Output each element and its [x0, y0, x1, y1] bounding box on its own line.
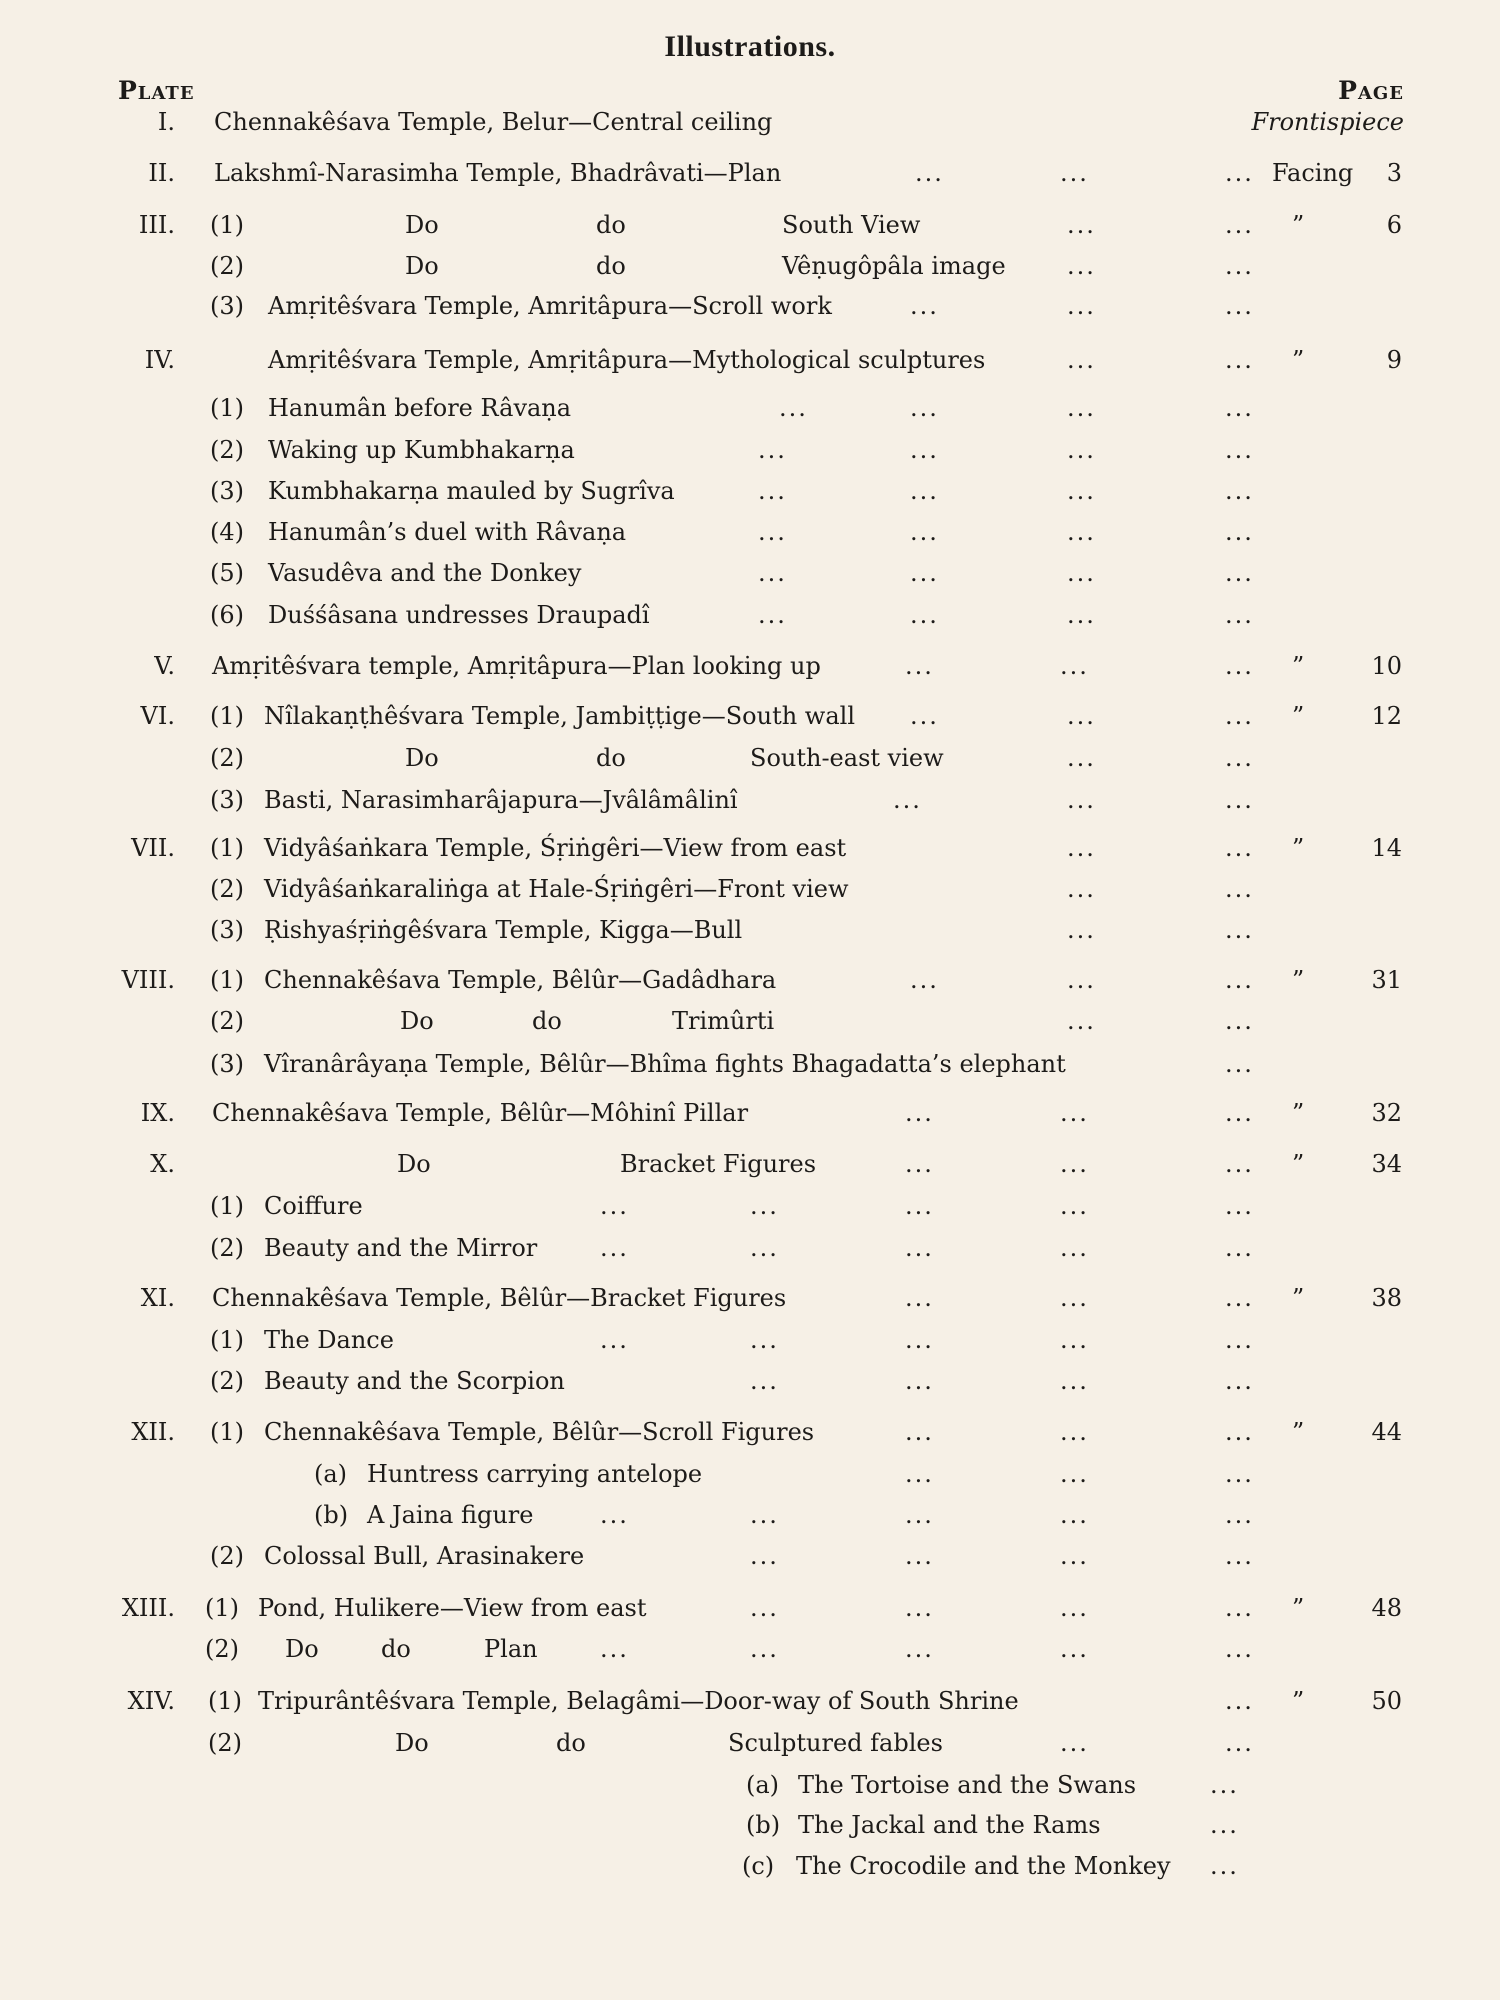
illustration-entry — [0, 1144, 1500, 1184]
leader-dots: ... — [1067, 252, 1096, 280]
leader-dots: ... — [1060, 1099, 1089, 1127]
leader-dots: ... — [750, 1501, 779, 1529]
plate-number: V. — [154, 652, 175, 680]
plate-number: I. — [157, 108, 175, 136]
leader-dots: ... — [905, 1326, 934, 1354]
leader-dots: ... — [1225, 252, 1254, 280]
leader-dots: ... — [1067, 559, 1096, 587]
illustration-entry — [0, 205, 1500, 245]
leader-dots: ... — [1225, 559, 1254, 587]
leader-dots: ... — [910, 966, 939, 994]
leader-dots: ... — [758, 436, 787, 464]
leader-dots: ... — [1060, 1234, 1089, 1262]
entry-number: (1) — [208, 1687, 242, 1715]
leader-dots: ... — [600, 1326, 629, 1354]
leader-dots: ... — [1225, 1460, 1254, 1488]
page-reference: 3 — [1386, 159, 1402, 187]
entry-title: Basti, Narasimharâjapura—Jvâlâmâlinî — [264, 786, 738, 814]
entry-title: Amṛitêśvara Temple, Amṛitâpura—Mythological sculptures — [268, 346, 986, 374]
entry-title: Chennakêśava Temple, Bêlûr—Scroll Figures — [264, 1418, 815, 1446]
entry-number: (a) — [746, 1771, 780, 1799]
ditto-quote: ” — [1292, 966, 1305, 994]
entry-title: Vêṇugôpâla image — [782, 252, 1006, 280]
leader-dots: ... — [1067, 1007, 1096, 1035]
leader-dots: ... — [910, 518, 939, 546]
leader-dots: ... — [1060, 1418, 1089, 1446]
leader-dots: ... — [1225, 1007, 1254, 1035]
leader-dots: ... — [1067, 436, 1096, 464]
entry-number: (1) — [205, 1594, 239, 1622]
entry-number: (a) — [314, 1460, 348, 1488]
leader-dots: ... — [1225, 786, 1254, 814]
leader-dots: ... — [1225, 1099, 1254, 1127]
ditto-mark: do — [532, 1007, 562, 1035]
leader-dots: ... — [1225, 1150, 1254, 1178]
leader-dots: ... — [1067, 744, 1096, 772]
leader-dots: ... — [1225, 292, 1254, 320]
leader-dots: ... — [905, 1284, 934, 1312]
illustration-entry — [0, 1846, 1500, 1886]
entry-number: (6) — [210, 601, 244, 629]
entry-number: (4) — [210, 518, 244, 546]
ditto-quote: ” — [1292, 1594, 1305, 1622]
leader-dots: ... — [910, 559, 939, 587]
entry-number: (2) — [210, 1367, 244, 1395]
entry-title: Kumbhakarṇa mauled by Sugrîva — [268, 477, 675, 505]
ditto-mark: do — [596, 252, 626, 280]
illustration-entry — [0, 1765, 1500, 1805]
ditto-mark: do — [596, 211, 626, 239]
leader-dots: ... — [1060, 1635, 1089, 1663]
plate-number: XIII. — [121, 1594, 175, 1622]
ditto-quote: ” — [1292, 346, 1305, 374]
entry-title: South-east view — [750, 744, 944, 772]
entry-title: Vidyâśaṅkara Temple, Śṛiṅgêri—View from east — [264, 834, 847, 862]
leader-dots: ... — [1210, 1771, 1239, 1799]
leader-dots: ... — [1060, 1284, 1089, 1312]
ditto-quote: ” — [1292, 211, 1305, 239]
leader-dots: ... — [1067, 875, 1096, 903]
plate-number: IX. — [140, 1099, 175, 1127]
leader-dots: ... — [1067, 211, 1096, 239]
plate-number: III. — [138, 211, 175, 239]
leader-dots: ... — [1067, 292, 1096, 320]
entry-number: (2) — [210, 1007, 244, 1035]
illustration-entry — [0, 1361, 1500, 1401]
illustration-entry — [0, 1454, 1500, 1494]
entry-title: Vîranârâyaṇa Temple, Bêlûr—Bhîma fights Bhagadatta’s elephant — [264, 1050, 1066, 1078]
facing-label: Facing — [1272, 159, 1354, 187]
leader-dots: ... — [600, 1635, 629, 1663]
leader-dots: ... — [1060, 1192, 1089, 1220]
ditto-quote: ” — [1292, 1687, 1305, 1715]
entry-number: (3) — [210, 916, 244, 944]
entry-title: Amṛitêśvara Temple, Amritâpura—Scroll work — [268, 292, 832, 320]
ditto-mark: Do — [400, 1007, 434, 1035]
illustration-entry — [0, 340, 1500, 380]
entry-number: (5) — [210, 559, 244, 587]
leader-dots: ... — [1067, 601, 1096, 629]
entry-title: Chennakêśava Temple, Bêlûr—Gadâdhara — [264, 966, 777, 994]
entry-title: Coiffure — [264, 1192, 363, 1220]
entry-title: Sculptured fables — [728, 1729, 943, 1757]
leader-dots: ... — [1225, 477, 1254, 505]
illustration-entry — [0, 1723, 1500, 1763]
leader-dots: ... — [905, 1501, 934, 1529]
leader-dots: ... — [1225, 436, 1254, 464]
entry-title: Waking up Kumbhakarṇa — [268, 436, 575, 464]
leader-dots: ... — [910, 394, 939, 422]
leader-dots: ... — [905, 1192, 934, 1220]
entry-title: Beauty and the Mirror — [264, 1234, 538, 1262]
ditto-mark: Do — [405, 252, 439, 280]
ditto-mark: do — [381, 1635, 411, 1663]
leader-dots: ... — [750, 1542, 779, 1570]
entry-title: Lakshmî-Narasimha Temple, Bhadrâvati—Plan — [214, 159, 782, 187]
page-reference: 6 — [1386, 211, 1402, 239]
entry-title: Ṛishyaśṛiṅgêśvara Temple, Kigga—Bull — [264, 916, 743, 944]
leader-dots: ... — [758, 477, 787, 505]
leader-dots: ... — [1225, 159, 1254, 187]
page-reference: 48 — [1371, 1594, 1402, 1622]
leader-dots: ... — [1225, 744, 1254, 772]
illustration-entry — [0, 780, 1500, 820]
illustration-entry — [0, 910, 1500, 950]
leader-dots: ... — [1225, 1192, 1254, 1220]
ditto-quote: ” — [1292, 1418, 1305, 1446]
entry-number: (2) — [210, 1234, 244, 1262]
entry-number: (3) — [210, 292, 244, 320]
page-reference: 10 — [1371, 652, 1402, 680]
illustration-entry — [0, 1278, 1500, 1318]
illustration-entry — [0, 286, 1500, 326]
ditto-quote: ” — [1292, 1150, 1305, 1178]
entry-title: Amṛitêśvara temple, Amṛitâpura—Plan looking up — [212, 652, 821, 680]
leader-dots: ... — [905, 1460, 934, 1488]
entry-number: (1) — [210, 834, 244, 862]
leader-dots: ... — [1060, 1367, 1089, 1395]
leader-dots: ... — [1225, 702, 1254, 730]
illustration-entry — [0, 1629, 1500, 1669]
leader-dots: ... — [905, 1367, 934, 1395]
ditto-mark: Do — [285, 1635, 319, 1663]
ditto-mark: Do — [395, 1729, 429, 1757]
illustration-entry — [0, 1228, 1500, 1268]
illustration-entry — [0, 153, 1500, 193]
ditto-mark: Do — [405, 211, 439, 239]
entry-number: (1) — [210, 1326, 244, 1354]
leader-dots: ... — [1225, 394, 1254, 422]
leader-dots: ... — [905, 1542, 934, 1570]
entry-title: Bracket Figures — [620, 1150, 817, 1178]
illustration-entry — [0, 1495, 1500, 1535]
leader-dots: ... — [1067, 394, 1096, 422]
leader-dots: ... — [1067, 916, 1096, 944]
leader-dots: ... — [1060, 1594, 1089, 1622]
leader-dots: ... — [750, 1326, 779, 1354]
leader-dots: ... — [1225, 1687, 1254, 1715]
entry-title: Hanumân’s duel with Râvaṇa — [268, 518, 627, 546]
illustration-entry — [0, 1536, 1500, 1576]
leader-dots: ... — [1060, 159, 1089, 187]
ditto-quote: ” — [1292, 834, 1305, 862]
leader-dots: ... — [1067, 966, 1096, 994]
page-reference: 50 — [1371, 1687, 1402, 1715]
entry-title: A Jaina figure — [367, 1501, 534, 1529]
entry-title: The Tortoise and the Swans — [798, 1771, 1137, 1799]
leader-dots: ... — [905, 1099, 934, 1127]
entry-title: Colossal Bull, Arasinakere — [264, 1542, 585, 1570]
page-reference: 44 — [1371, 1418, 1402, 1446]
entry-title: Beauty and the Scorpion — [264, 1367, 565, 1395]
entry-title: The Dance — [264, 1326, 394, 1354]
leader-dots: ... — [1225, 834, 1254, 862]
leader-dots: ... — [758, 518, 787, 546]
leader-dots: ... — [750, 1234, 779, 1262]
illustration-entry — [0, 512, 1500, 552]
leader-dots: ... — [1225, 518, 1254, 546]
entry-title: Vidyâśaṅkaraliṅga at Hale-Śṛiṅgêri—Front view — [264, 875, 849, 903]
illustration-entry — [0, 869, 1500, 909]
illustration-entry — [0, 738, 1500, 778]
entry-title: South View — [782, 211, 921, 239]
entry-number: (3) — [210, 786, 244, 814]
illustration-entry — [0, 553, 1500, 593]
illustration-entry — [0, 696, 1500, 736]
illustration-entry — [0, 646, 1500, 686]
illustration-entry — [0, 1805, 1500, 1845]
plate-number: VIII. — [121, 966, 175, 994]
leader-dots: ... — [1067, 346, 1096, 374]
entry-title: Chennakêśava Temple, Bêlûr—Môhinî Pillar — [212, 1099, 749, 1127]
page-reference: Frontispiece — [1251, 108, 1404, 136]
plate-column-header: Plate — [118, 76, 195, 105]
plate-number: VI. — [140, 702, 175, 730]
entry-number: (2) — [210, 252, 244, 280]
entry-number: (1) — [210, 966, 244, 994]
entry-title: The Crocodile and the Monkey — [796, 1852, 1171, 1880]
illustration-entry — [0, 595, 1500, 635]
illustration-entry — [0, 828, 1500, 868]
plate-number: IV. — [144, 346, 175, 374]
ditto-quote: ” — [1292, 652, 1305, 680]
illustration-entry — [0, 1681, 1500, 1721]
plate-number: XIV. — [127, 1687, 175, 1715]
ditto-quote: ” — [1292, 1284, 1305, 1312]
illustration-entry — [0, 388, 1500, 428]
leader-dots: ... — [905, 1418, 934, 1446]
entry-number: (1) — [210, 211, 244, 239]
entry-title: Tripurântêśvara Temple, Belagâmi—Door-way of South Shrine — [258, 1687, 1019, 1715]
leader-dots: ... — [600, 1192, 629, 1220]
entry-title: Chennakêśava Temple, Belur—Central ceiling — [214, 108, 773, 136]
ditto-mark: Do — [397, 1150, 431, 1178]
entry-number: (1) — [210, 1192, 244, 1220]
leader-dots: ... — [1225, 1418, 1254, 1446]
illustration-entry — [0, 1093, 1500, 1133]
entry-number: (2) — [210, 875, 244, 903]
leader-dots: ... — [1060, 1729, 1089, 1757]
illustration-entry — [0, 1588, 1500, 1628]
leader-dots: ... — [905, 1594, 934, 1622]
entry-title: Vasudêva and the Donkey — [268, 559, 582, 587]
ditto-quote: ” — [1292, 702, 1305, 730]
leader-dots: ... — [1210, 1852, 1239, 1880]
leader-dots: ... — [905, 1150, 934, 1178]
leader-dots: ... — [1225, 346, 1254, 374]
leader-dots: ... — [1225, 601, 1254, 629]
ditto-mark: do — [596, 744, 626, 772]
entry-number: (2) — [205, 1635, 239, 1663]
leader-dots: ... — [1067, 477, 1096, 505]
entry-title: Nîlakaṇṭhêśvara Temple, Jambiṭṭige—South wall — [264, 702, 856, 730]
leader-dots: ... — [1060, 652, 1089, 680]
illustration-entry — [0, 960, 1500, 1000]
page-title: Illustrations. — [664, 30, 836, 63]
leader-dots: ... — [1067, 786, 1096, 814]
leader-dots: ... — [910, 601, 939, 629]
leader-dots: ... — [915, 159, 944, 187]
illustration-entry — [0, 1044, 1500, 1084]
leader-dots: ... — [1060, 1460, 1089, 1488]
entry-number: (3) — [210, 1050, 244, 1078]
illustration-entry — [0, 1186, 1500, 1226]
leader-dots: ... — [1225, 1234, 1254, 1262]
leader-dots: ... — [1225, 1284, 1254, 1312]
entry-title: Plan — [484, 1635, 538, 1663]
leader-dots: ... — [750, 1192, 779, 1220]
leader-dots: ... — [1067, 834, 1096, 862]
page-reference: 9 — [1386, 346, 1402, 374]
leader-dots: ... — [750, 1635, 779, 1663]
entry-number: (1) — [210, 394, 244, 422]
page-reference: 34 — [1371, 1150, 1402, 1178]
leader-dots: ... — [1060, 1326, 1089, 1354]
leader-dots: ... — [758, 559, 787, 587]
leader-dots: ... — [1067, 702, 1096, 730]
page-reference: 14 — [1371, 834, 1402, 862]
entry-number: (b) — [314, 1501, 349, 1529]
leader-dots: ... — [600, 1501, 629, 1529]
page-column-header: Page — [1338, 76, 1404, 105]
leader-dots: ... — [1067, 518, 1096, 546]
illustration-entry — [0, 1412, 1500, 1452]
leader-dots: ... — [758, 601, 787, 629]
leader-dots: ... — [1225, 1635, 1254, 1663]
leader-dots: ... — [1225, 875, 1254, 903]
leader-dots: ... — [910, 292, 939, 320]
entry-number: (1) — [210, 1418, 244, 1446]
entry-number: (c) — [742, 1852, 775, 1880]
leader-dots: ... — [1060, 1150, 1089, 1178]
entry-title: The Jackal and the Rams — [798, 1811, 1101, 1839]
leader-dots: ... — [905, 1234, 934, 1262]
leader-dots: ... — [1210, 1811, 1239, 1839]
leader-dots: ... — [1225, 1542, 1254, 1570]
illustration-entry — [0, 246, 1500, 286]
leader-dots: ... — [1060, 1501, 1089, 1529]
leader-dots: ... — [1225, 1367, 1254, 1395]
plate-number: II. — [148, 159, 175, 187]
leader-dots: ... — [750, 1594, 779, 1622]
entry-title: Hanumân before Râvaṇa — [268, 394, 572, 422]
illustration-entry — [0, 471, 1500, 511]
page-reference: 12 — [1371, 702, 1402, 730]
leader-dots: ... — [910, 436, 939, 464]
entry-number: (2) — [210, 436, 244, 464]
leader-dots: ... — [905, 652, 934, 680]
entry-number: (3) — [210, 477, 244, 505]
ditto-mark: do — [556, 1729, 586, 1757]
leader-dots: ... — [1225, 1050, 1254, 1078]
page-reference: 38 — [1371, 1284, 1402, 1312]
leader-dots: ... — [750, 1367, 779, 1395]
plate-number: VII. — [131, 834, 175, 862]
entry-title: Huntress carrying antelope — [367, 1460, 703, 1488]
leader-dots: ... — [1225, 1501, 1254, 1529]
entry-number: (2) — [210, 1542, 244, 1570]
plate-number: X. — [150, 1150, 175, 1178]
illustration-entry — [0, 1320, 1500, 1360]
leader-dots: ... — [1225, 1729, 1254, 1757]
ditto-quote: ” — [1292, 1099, 1305, 1127]
entry-title: Trimûrti — [672, 1007, 775, 1035]
plate-number: XI. — [140, 1284, 175, 1312]
leader-dots: ... — [1225, 1326, 1254, 1354]
leader-dots: ... — [910, 477, 939, 505]
leader-dots: ... — [905, 1635, 934, 1663]
ditto-mark: Do — [405, 744, 439, 772]
leader-dots: ... — [1225, 652, 1254, 680]
leader-dots: ... — [910, 702, 939, 730]
entry-number: (2) — [208, 1729, 242, 1757]
illustration-entry — [0, 430, 1500, 470]
leader-dots: ... — [1225, 916, 1254, 944]
entry-number: (2) — [210, 744, 244, 772]
page-reference: 31 — [1371, 966, 1402, 994]
leader-dots: ... — [1225, 966, 1254, 994]
entry-number: (1) — [210, 702, 244, 730]
leader-dots: ... — [1225, 1594, 1254, 1622]
leader-dots: ... — [1060, 1542, 1089, 1570]
leader-dots: ... — [893, 786, 922, 814]
leader-dots: ... — [779, 394, 808, 422]
illustration-entry — [0, 102, 1500, 142]
leader-dots: ... — [600, 1234, 629, 1262]
plate-number: XII. — [131, 1418, 175, 1446]
entry-title: Duśśâsana undresses Draupadî — [268, 601, 650, 629]
illustration-entry — [0, 1001, 1500, 1041]
leader-dots: ... — [1225, 211, 1254, 239]
page-reference: 32 — [1371, 1099, 1402, 1127]
entry-title: Pond, Hulikere—View from east — [258, 1594, 647, 1622]
entry-title: Chennakêśava Temple, Bêlûr—Bracket Figures — [212, 1284, 787, 1312]
entry-number: (b) — [746, 1811, 781, 1839]
